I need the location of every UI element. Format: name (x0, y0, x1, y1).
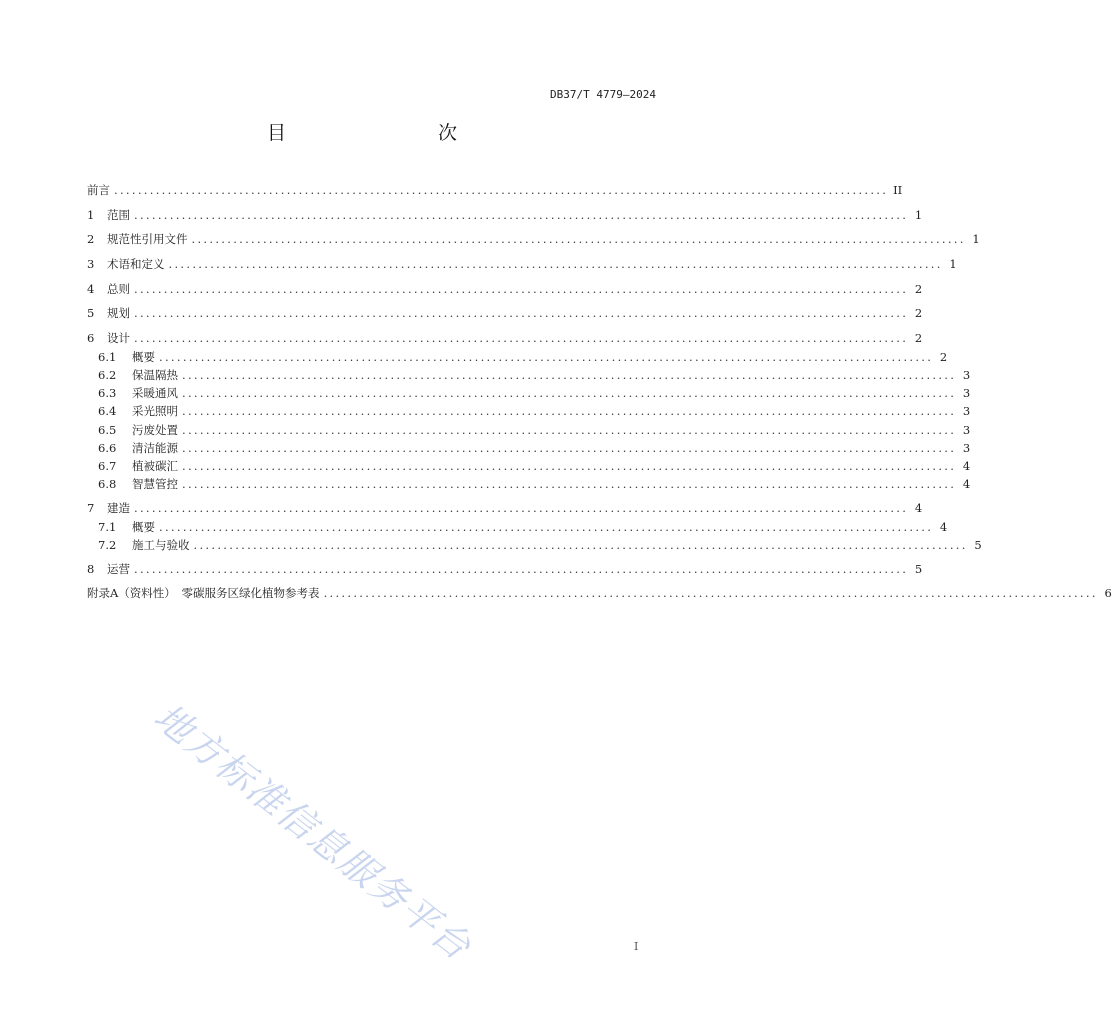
toc-page: 2 (939, 350, 948, 364)
toc-label: 前言 (87, 183, 110, 197)
toc-label: 概要 (132, 350, 155, 364)
toc-page: 3 (962, 423, 971, 437)
toc-label: 规范性引用文件 (107, 232, 188, 246)
toc-entry-6-6[interactable] (98, 440, 971, 456)
toc-entry-1[interactable] (87, 207, 923, 223)
toc-number: 4 (87, 282, 95, 296)
toc-page: 3 (962, 386, 971, 400)
toc-leader: .................................................................................................................................. (323, 586, 1098, 600)
toc-page: 5 (974, 538, 982, 552)
toc-leader: .................................................................................................................................. (182, 423, 957, 437)
toc-label: 设计 (107, 331, 130, 345)
toc-entry-4[interactable] (87, 281, 923, 297)
toc-entry-7-2[interactable] (98, 537, 982, 553)
toc-page: 1 (949, 257, 957, 271)
toc-label: 采暖通风 (132, 386, 178, 400)
toc-leader: .................................................................................................................................. (193, 538, 968, 552)
toc-label: 污废处置 (132, 423, 178, 437)
toc-label: 智慧管控 (132, 477, 178, 491)
toc-leader: .................................................................................................................................. (182, 386, 957, 400)
toc-entry-6-4[interactable] (98, 403, 971, 419)
page-title: 目 次 (266, 122, 495, 144)
toc-page: 3 (962, 441, 971, 455)
toc-number: 6.1 (98, 350, 117, 364)
toc-label: 术语和定义 (107, 257, 165, 271)
toc-entry-6-7[interactable] (98, 458, 971, 474)
toc-number: 6 (87, 331, 95, 345)
toc-label: 范围 (107, 208, 130, 222)
toc-number: 6.6 (98, 441, 117, 455)
toc-leader: .................................................................................................................................. (182, 404, 957, 418)
toc-leader: .................................................................................................................................. (134, 501, 909, 515)
toc-label: 规划 (107, 306, 130, 320)
toc-entry-5[interactable] (87, 305, 923, 321)
toc-page: 1 (914, 208, 923, 222)
toc-label: 施工与验收 (132, 538, 190, 552)
toc-label: 清洁能源 (132, 441, 178, 455)
toc-leader: .................................................................................................................................. (134, 208, 909, 222)
toc-leader: .................................................................................................................................. (182, 441, 957, 455)
toc-page: 3 (962, 368, 971, 382)
toc-entry-preface[interactable] (87, 182, 903, 198)
toc-leader: .................................................................................................................................. (182, 477, 957, 491)
toc-page: 4 (939, 520, 948, 534)
toc-number: 6.2 (98, 368, 117, 382)
toc-page: II (893, 183, 903, 197)
toc-label: 附录A（资料性） 零碳服务区绿化植物参考表 (87, 586, 320, 600)
toc-leader: .................................................................................................................................. (134, 306, 909, 320)
toc-leader: .................................................................................................................................. (159, 350, 934, 364)
toc-page: 1 (972, 232, 980, 246)
toc-leader: .................................................................................................................................. (114, 183, 889, 197)
toc-entry-6[interactable] (87, 330, 923, 346)
toc-leader: .................................................................................................................................. (134, 562, 909, 576)
toc-number: 6.4 (98, 404, 117, 418)
toc-label: 建造 (107, 501, 130, 515)
toc-entry-6-1[interactable] (98, 349, 948, 365)
toc-page: 4 (962, 459, 971, 473)
toc-number: 3 (87, 257, 95, 271)
toc-entry-2[interactable] (87, 231, 980, 247)
toc-label: 概要 (132, 520, 155, 534)
toc-number: 6.5 (98, 423, 117, 437)
toc-number: 6.3 (98, 386, 117, 400)
toc-page: 2 (914, 331, 923, 345)
document-code: DB37/T 4779—2024 (550, 88, 656, 101)
toc-page: 5 (914, 562, 923, 576)
toc-label: 植被碳汇 (132, 459, 178, 473)
toc-number: 6.8 (98, 477, 117, 491)
toc-leader: .................................................................................................................................. (159, 520, 934, 534)
toc-page: 4 (914, 501, 923, 515)
toc-leader: .................................................................................................................................. (182, 368, 957, 382)
toc-leader: .................................................................................................................................. (182, 459, 957, 473)
toc-leader: .................................................................................................................................. (134, 331, 909, 345)
toc-entry-6-2[interactable] (98, 367, 971, 383)
toc-page: 2 (914, 282, 923, 296)
toc-leader: .................................................................................................................................. (134, 282, 909, 296)
toc-label: 保温隔热 (132, 368, 178, 382)
toc-entry-7[interactable] (87, 500, 923, 516)
toc-page: 3 (962, 404, 971, 418)
toc-entry-3[interactable] (87, 256, 957, 272)
toc-number: 7.1 (98, 520, 117, 534)
watermark: 地方标准信息服务平台 (145, 695, 480, 970)
toc-number: 7 (87, 501, 95, 515)
toc-page: 6 (1104, 586, 1112, 600)
toc-label: 总则 (107, 282, 130, 296)
toc-number: 1 (87, 208, 95, 222)
toc-number: 5 (87, 306, 95, 320)
toc-leader: .................................................................................................................................. (191, 232, 966, 246)
toc-number: 8 (87, 562, 95, 576)
toc-number: 2 (87, 232, 95, 246)
toc-entry-6-3[interactable] (98, 385, 971, 401)
toc-entry-6-5[interactable] (98, 422, 971, 438)
toc-label: 采光照明 (132, 404, 178, 418)
toc-number: 6.7 (98, 459, 117, 473)
toc-label: 运营 (107, 562, 130, 576)
toc-leader: .................................................................................................................................. (168, 257, 943, 271)
toc-entry-6-8[interactable] (98, 476, 971, 492)
toc-entry-8[interactable] (87, 561, 923, 577)
page-number: I (634, 940, 639, 953)
toc-entry-appendix-a[interactable] (87, 585, 1112, 601)
toc-page: 2 (914, 306, 923, 320)
toc-entry-7-1[interactable] (98, 519, 948, 535)
toc-number: 7.2 (98, 538, 117, 552)
toc-page: 4 (962, 477, 971, 491)
